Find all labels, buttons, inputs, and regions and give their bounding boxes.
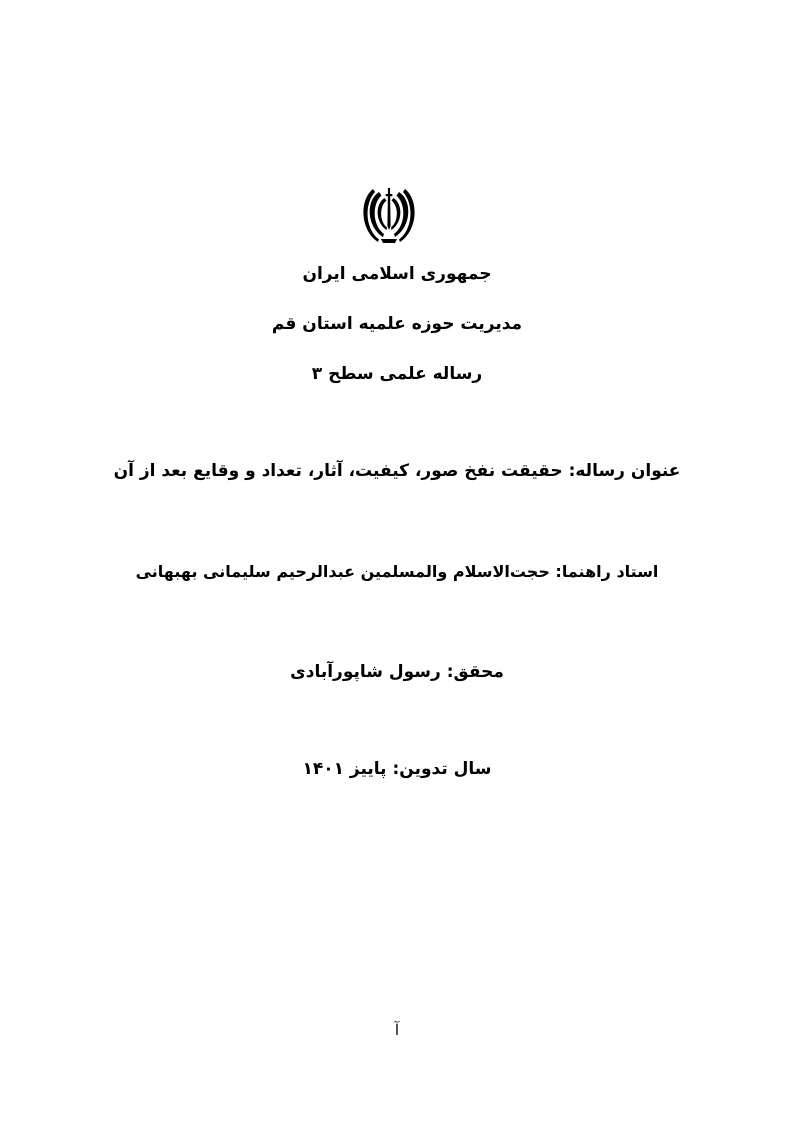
year-line: سال تدوین: پاییز ۱۴۰۱ [302, 759, 492, 779]
iran-emblem-icon [362, 186, 416, 244]
thesis-title-line: عنوان رساله: حقیقت نفخ صور، کیفیت، آثار، تعداد و وقایع بعد از آن [113, 461, 681, 481]
thesis-level-title: رساله علمی سطح ۳ [311, 364, 483, 384]
organization-title: مدیریت حوزه علمیه استان قم [271, 314, 523, 334]
researcher-line: محقق: رسول شاپورآبادی [290, 662, 504, 682]
supervisor-line: استاد راهنما: حجت‌الاسلام والمسلمین عبدالرحیم سلیمانی بهبهانی [135, 562, 659, 581]
country-title: جمهوری اسلامی ایران [302, 264, 492, 284]
page-number: آ [394, 1021, 400, 1039]
